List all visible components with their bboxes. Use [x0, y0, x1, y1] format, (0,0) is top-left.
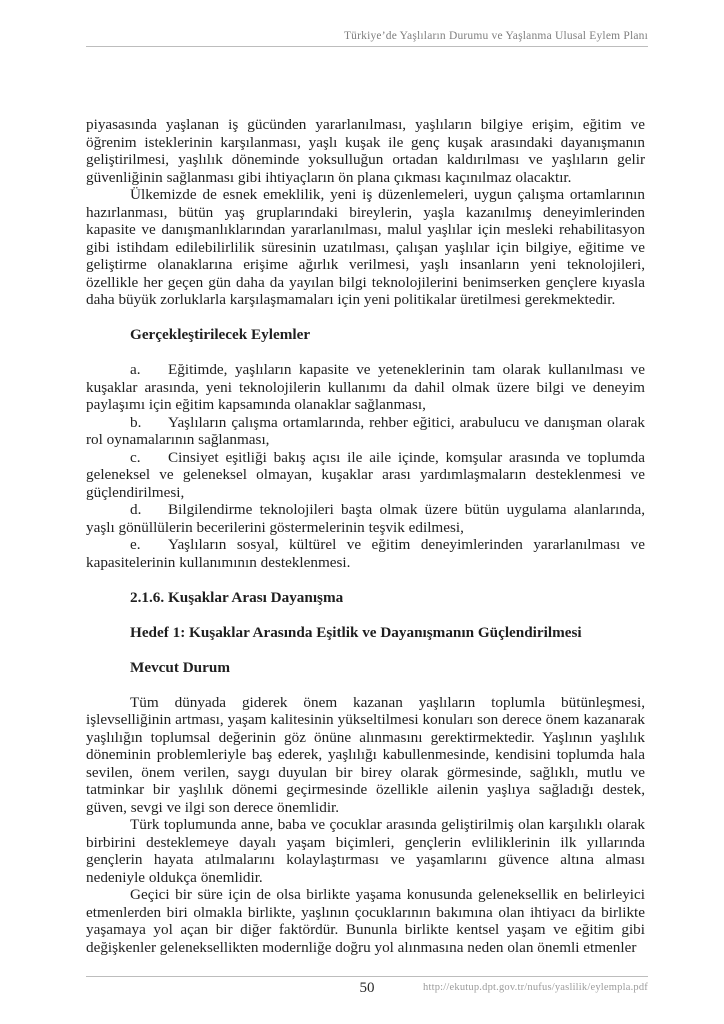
paragraph-continued: piyasasında yaşlanan iş gücünden yararlanılması, yaşlıların bilgiye erişim, eğitim ve öğrenim isteklerinin karşılanması, yaşlı kuşak ile genç kuşak arasındaki dayanışmanın geliştirilmesi, yaşlılık döneminde yoksulluğun ortadan kaldırılması ve yaşlıların gelir güvenliğinin sağlanması gibi ihtiyaçların ön plana çıkması kaçınılmaz olacaktır. — [86, 116, 645, 186]
page-footer — [86, 976, 648, 1004]
action-item-letter: c. — [130, 448, 141, 466]
action-item-letter: e. — [130, 536, 141, 553]
action-item-text: Yaşlıların sosyal, kültürel ve eğitim deneyimlerinden yararlanılması ve kapasitelerinin kullanımının desteklenmesi. — [86, 536, 645, 571]
source-url-link[interactable]: http://ekutup.dpt.gov.tr/nufus/yaslilik/eylempla.pdf — [423, 982, 648, 993]
heading-actions: Gerçekleştirilecek Eylemler — [130, 326, 311, 343]
action-item-text: Bilgilendirme teknolojileri başta olmak üzere bütün uygulama alanlarında, yaşlı gönüllülerin becerilerini göstermelerinin teşvik edilmesi, — [86, 501, 645, 536]
paragraph-tum-dunyada: Tüm dünyada giderek önem kazanan yaşlıların toplumla bütünleşmesi, işlevselliğinin artması, yaşam kalitesinin yükseltilmesi konuları son derece önem kazanarak yaşlılığın toplumsal değerinin göz önüne alınmasını gerektirmektedir. Yaşlının yaşlılık döneminin problemleriyle baş ederek, yaşlılığı kabullenmesinde, kendisini toplumda hala sevilen, önem verilen, saygı duyulan bir birey olarak görmesinde, sağlıklı, mutlu ve tatminkar bir yaşlılık dönemi geçirmesinde özellikle ailenin yaşlıya sağladığı destek, güven, sevgi ve ilgi son derece önemlidir. — [86, 693, 645, 816]
action-item-text: Cinsiyet eşitliği bakış açısı ile aile içinde, komşular arasında ve toplumda geleneksel ve geleneksel olmayan, kuşaklar arası yardımlaşmaların desteklenmesi ve güçlendirilmesi, — [86, 448, 645, 501]
paragraph-gecici: Geçici bir süre için de olsa birlikte yaşama konusunda geleneksellik en belirleyici etmenlerden biri olmakla birlikte, yaşlının çocuklarının bakımına olan ihtiyacı da birlikte yaşamaya yol açan bir diğer faktördür. Bununla birlikte kentsel yaşam ve eğitim gibi değişkenler geleneksellikten modernliğe doğru yol alınmasına neden olan önemli etmenler — [86, 886, 645, 956]
heading-current-situation: Mevcut Durum — [130, 658, 230, 676]
heading-target-1: Hedef 1: Kuşaklar Arasında Eşitlik ve Dayanışmanın Güçlendirilmesi — [130, 623, 582, 641]
paragraph-ulkemizde: Ülkemizde de esnek emeklilik, yeni iş düzenlemeleri, uygun çalışma ortamlarının hazırlanması, bütün yaş gruplarındaki bireylerin, yaşla kazanılmış deneyimlerinden kapasite ve danışmanlıklarından yararlanılması, malul yaşlılar için mesleki rehabilitasyon gibi istihdam edilebilirlilik süresinin uzatılması, çalışan yaşlılar için bilgiye, eğitime ve geliştirme olanaklarına erişime ağırlık verilmesi, yaşlı insanların yeni teknolojileri, özellikle her geçen gün daha da yayılan bilgi teknolojilerini benimserken gençlere kıyasla daha büyük zorluklarla karşılaşmamaları için yeni politikalar üretilmesi gerekmektedir. — [86, 186, 645, 308]
action-item-text: Eğitimde, yaşlıların kapasite ve yeteneklerinin tam olarak kullanılması ve kuşaklar arasında, yeni teknolojilerin kullanımı da dahil olmak üzere bilgi ve deneyim paylaşımı için eğitim kapsamında olanaklar sağlanması, — [86, 361, 645, 413]
page-body — [86, 116, 645, 956]
action-item-text: Yaşlıların çalışma ortamlarında, rehber eğitici, arabulucu ve danışman olarak rol oynamalarının sağlanması, — [86, 413, 645, 448]
action-item-d — [86, 501, 645, 536]
action-item-letter: d. — [130, 501, 142, 518]
paragraph-turk-toplumunda: Türk toplumunda anne, baba ve çocuklar arasında geliştirilmiş olan karşılıklı olarak birbirini desteklemeye dayalı yaşam biçimleri, gençlerin evliliklerinin ilk yıllarında gençlerin hayata atılmalarını kolaylaştırması ve yaşamlarını güvence altına alması nedeniyle oldukça önemlidir. — [86, 816, 645, 886]
action-item-e — [86, 536, 645, 571]
action-item-c — [86, 449, 645, 502]
running-header — [86, 30, 648, 47]
action-item-letter: a. — [130, 361, 141, 378]
action-item-b — [86, 414, 645, 449]
running-header-title: Türkiye’de Yaşlıların Durumu ve Yaşlanma Ulusal Eylem Planı — [343, 30, 648, 42]
action-item-letter: b. — [130, 413, 142, 431]
action-item-a — [86, 361, 645, 414]
heading-section-2-1-6: 2.1.6. Kuşaklar Arası Dayanışma — [130, 588, 344, 606]
page-number: 50 — [359, 980, 375, 996]
